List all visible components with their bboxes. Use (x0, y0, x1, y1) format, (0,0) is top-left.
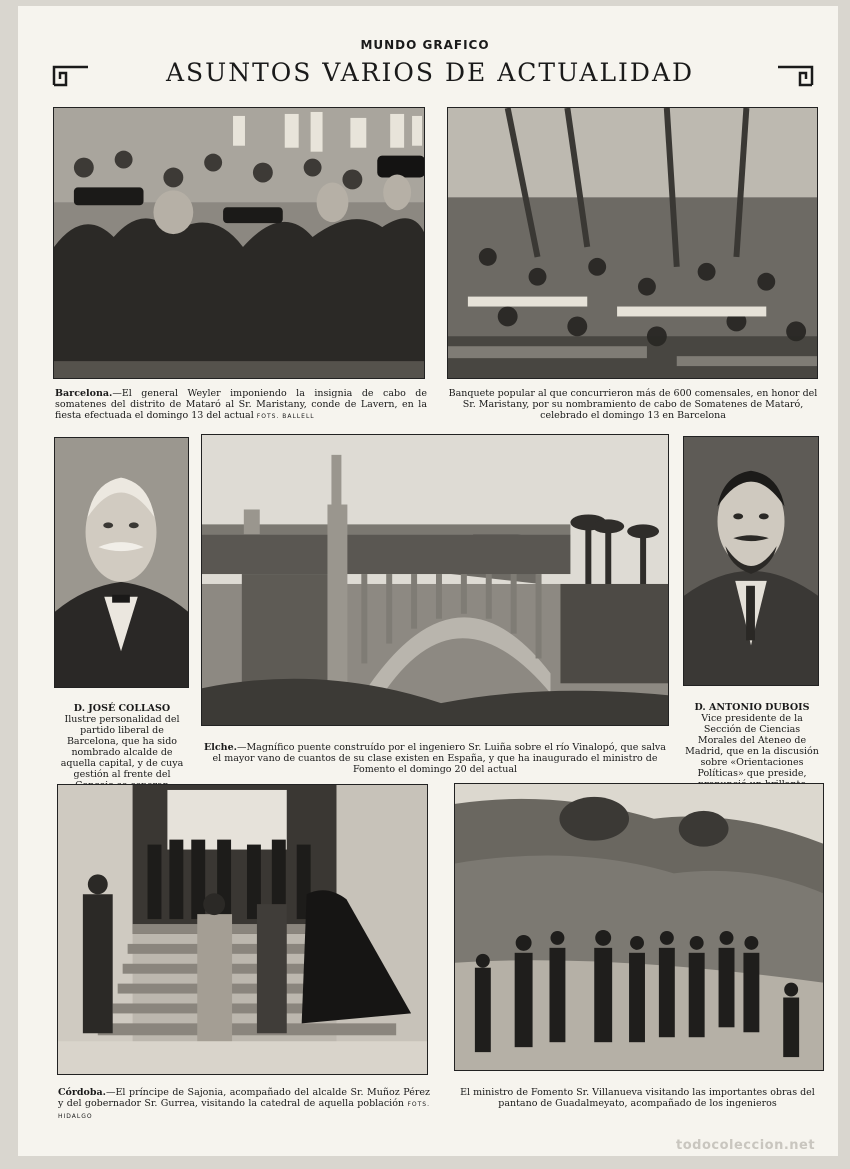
photo-cordoba-catedral (57, 784, 428, 1075)
caption-cordoba (58, 1087, 430, 1122)
credit-ballell: FOTS. BALLELL (256, 413, 315, 420)
watermark: todocoleccion.net (676, 1138, 816, 1153)
right-greek-key-ornament (776, 63, 814, 87)
photo-banquete (447, 107, 818, 379)
left-greek-key-ornament (52, 63, 90, 87)
caption-elche (202, 742, 668, 775)
caption-barcelona-text: —El general Weyler imponiendo la insignia de cabo de somatenes del distrito de Mataró al Sr. Maristany, conde de Lavern, en la fiesta efectuada el domingo 13 del actual (55, 388, 427, 421)
masthead: MUNDO GRAFICO (360, 38, 490, 52)
page-title: ASUNTOS VARIOS DE ACTUALIDAD (165, 58, 695, 87)
photo-weyler-ceremony (53, 107, 425, 379)
caption-cordoba-place: Córdoba. (58, 1087, 106, 1098)
credit-hidalgo: FOTS. HIDALGO (58, 1101, 430, 1120)
caption-banquete: Banquete popular al que concurrieron más de 600 comensales, en honor del Sr. Maristany, por su nombramiento de cabo de Somatenes de Mataró, celebrado el domingo 13 en Barcelona (448, 388, 818, 421)
photo-puente-elche (201, 434, 669, 726)
photo-jose-collaso (54, 437, 189, 688)
caption-barcelona-place: Barcelona. (55, 388, 113, 399)
photo-pantano-guadalmeyato (454, 783, 824, 1071)
dubois-text: Vice presidente de la Sección de Ciencias Morales del Ateneo de Madrid, que en la discusión sobre «Orientaciones Políticas» que preside, (685, 713, 819, 779)
caption-elche-text: —Magnífico puente construído por el ingeniero Sr. Luiña sobre el río Vinalopó, que salva el mayor vano de cuantos de su clase existen en España, y que ha inaugurado el ministro de Fomento el domingo 20 del actual (212, 742, 666, 775)
collaso-text: Ilustre personalidad del partido liberal de Barcelona, que ha sido nombrado alcalde de aquella capital, y de cuya gestión al frente del (60, 714, 184, 780)
caption-elche-place: Elche. (204, 742, 237, 753)
caption-cordoba-text: —El príncipe de Sajonia, acompañado del alcalde Sr. Muñoz Pérez y del gobernador Sr. Gurrea, visitando la catedral de aquella población (58, 1087, 430, 1109)
dubois-name: D. ANTONIO DUBOIS (694, 702, 810, 713)
photo-antonio-dubois (683, 436, 819, 686)
caption-barcelona (55, 388, 427, 422)
collaso-name: D. JOSÉ COLLASO (73, 703, 171, 714)
caption-ministro: El ministro de Fomento Sr. Villanueva visitando las importantes obras del pantano de Guadalmeyato, acompañado de los ingenieros (460, 1087, 815, 1109)
